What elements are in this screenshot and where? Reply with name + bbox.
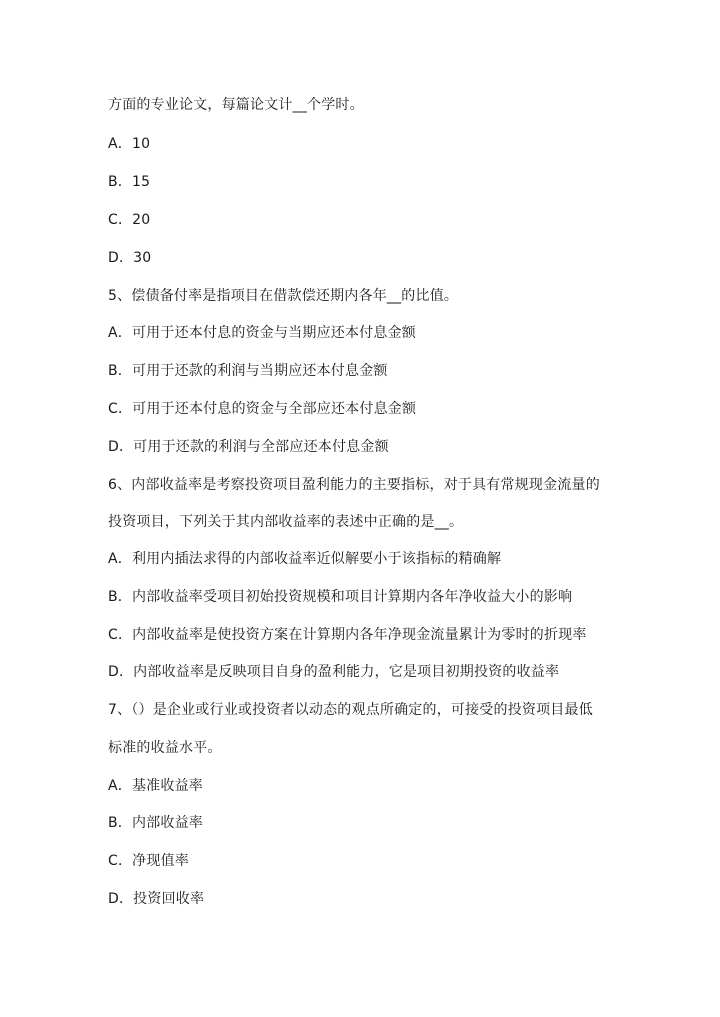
question-4-continuation: 方面的专业论文，每篇论文计__个学时。 bbox=[108, 97, 364, 113]
question-6-continuation: 投资项目，下列关于其内部收益率的表述中正确的是__。 bbox=[108, 514, 464, 530]
option-c: C．净现值率 bbox=[108, 853, 189, 869]
option-a: A．基准收益率 bbox=[108, 778, 203, 794]
option-d: D．30 bbox=[108, 250, 152, 266]
option-a: A．可用于还本付息的资金与当期应还本付息金额 bbox=[108, 325, 416, 341]
option-d: D．可用于还款的利润与全部应还本付息金额 bbox=[108, 439, 389, 455]
question-7-continuation: 标准的收益水平。 bbox=[108, 740, 222, 756]
option-b: B．可用于还款的利润与当期应还本付息金额 bbox=[108, 363, 388, 379]
question-5: 5、偿债备付率是指项目在借款偿还期内各年__的比值。 bbox=[108, 288, 459, 304]
option-b: B．内部收益率受项目初始投资规模和项目计算期内各年净收益大小的影响 bbox=[108, 589, 573, 605]
question-6: 6、内部收益率是考察投资项目盈利能力的主要指标，对于具有常规现金流量的 bbox=[108, 477, 600, 493]
option-d: D．投资回收率 bbox=[108, 891, 205, 907]
question-7: 7、（）是企业或行业或投资者以动态的观点所确定的，可接受的投资项目最低 bbox=[108, 702, 593, 718]
option-d: D．内部收益率是反映项目自身的盈利能力，它是项目初期投资的收益率 bbox=[108, 664, 560, 680]
option-c: C．可用于还本付息的资金与全部应还本付息金额 bbox=[108, 401, 417, 417]
option-b: B．15 bbox=[108, 174, 151, 190]
option-c: C．内部收益率是使投资方案在计算期内各年净现金流量累计为零时的折现率 bbox=[108, 627, 587, 643]
option-a: A．利用内插法求得的内部收益率近似解要小于该指标的精确解 bbox=[108, 551, 502, 567]
option-a: A．10 bbox=[108, 136, 151, 152]
option-c: C．20 bbox=[108, 212, 151, 228]
option-b: B．内部收益率 bbox=[108, 815, 204, 831]
